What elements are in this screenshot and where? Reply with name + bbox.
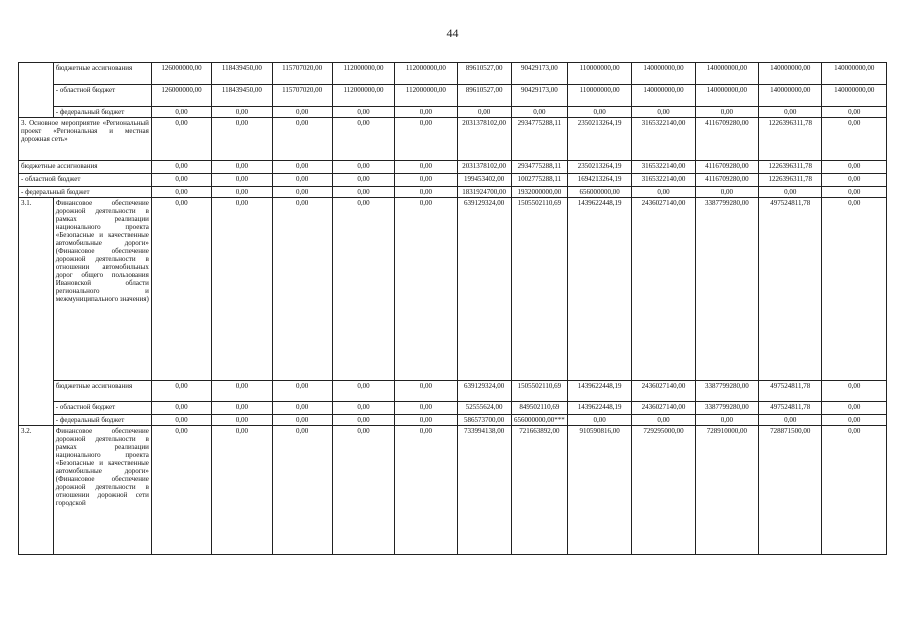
value-cell: 0,00 bbox=[395, 118, 457, 161]
row-name-cell: Финансовое обеспечение дорожной деятельности в рамках реализации национального проекта «Безопасные и качественные автомобильные дороги» (Финансовое обеспечение дорожной деятельности в отношении автомобильных дорог общего пользования Ивановской области регионального и межмуниципального значения) bbox=[53, 198, 151, 381]
row-name-cell: - федеральный бюджет bbox=[53, 107, 151, 118]
value-cell: 0,00 bbox=[695, 187, 758, 198]
value-cell: 0,00 bbox=[272, 402, 332, 415]
value-cell: 0,00 bbox=[272, 174, 332, 187]
table-row bbox=[19, 118, 887, 161]
value-cell: 140000000,00 bbox=[822, 63, 887, 85]
value-cell: 0,00 bbox=[395, 187, 457, 198]
value-cell: 0,00 bbox=[151, 107, 211, 118]
table-row bbox=[19, 381, 887, 402]
value-cell: 586573700,00 bbox=[457, 415, 511, 426]
value-cell: 0,00 bbox=[272, 381, 332, 402]
value-cell: 0,00 bbox=[151, 161, 211, 174]
value-cell: 0,00 bbox=[822, 174, 887, 187]
value-cell: 0,00 bbox=[332, 198, 394, 381]
value-cell: 0,00 bbox=[151, 381, 211, 402]
value-cell: 1439622448,19 bbox=[567, 198, 631, 381]
value-cell: 4116709280,00 bbox=[695, 118, 758, 161]
value-cell: 0,00 bbox=[212, 415, 272, 426]
value-cell: 0,00 bbox=[395, 402, 457, 415]
value-cell: 0,00 bbox=[151, 187, 211, 198]
value-cell: 0,00 bbox=[332, 402, 394, 415]
value-cell: 0,00 bbox=[695, 107, 758, 118]
value-cell: 3165322140,00 bbox=[632, 161, 695, 174]
value-cell: 0,00 bbox=[822, 381, 887, 402]
value-cell: 0,00 bbox=[822, 415, 887, 426]
row-name-cell: бюджетные ассигнования bbox=[53, 381, 151, 402]
value-cell: 497524811,78 bbox=[759, 381, 822, 402]
value-cell: 0,00 bbox=[272, 161, 332, 174]
page-number: 44 bbox=[446, 26, 459, 40]
value-cell: 0,00 bbox=[632, 415, 695, 426]
value-cell: 2436027140,00 bbox=[632, 402, 695, 415]
row-name-cell: - федеральный бюджет bbox=[53, 415, 151, 426]
value-cell: 0,00 bbox=[395, 174, 457, 187]
value-cell: 110000000,00 bbox=[567, 85, 631, 107]
value-cell: 0,00 bbox=[212, 107, 272, 118]
value-cell: 4116709280,00 bbox=[695, 161, 758, 174]
value-cell: 656000000,00 bbox=[567, 187, 631, 198]
value-cell: 0,00 bbox=[272, 415, 332, 426]
value-cell: 0,00 bbox=[332, 187, 394, 198]
value-cell: 0,00 bbox=[272, 107, 332, 118]
value-cell: 0,00 bbox=[332, 174, 394, 187]
value-cell: 0,00 bbox=[395, 381, 457, 402]
code-cell: 3.2. bbox=[19, 426, 54, 555]
row-name-cell: 3. Основное мероприятие «Региональный проект «Региональная и местная дорожная сеть» bbox=[19, 118, 152, 161]
value-cell: 2031378102,00 bbox=[457, 118, 511, 161]
value-cell: 89610527,00 bbox=[457, 63, 511, 85]
value-cell: 0,00 bbox=[395, 107, 457, 118]
value-cell: 3387799280,00 bbox=[695, 198, 758, 381]
value-cell: 0,00 bbox=[632, 107, 695, 118]
value-cell: 639129324,00 bbox=[457, 198, 511, 381]
value-cell: 849502110,69 bbox=[511, 402, 567, 415]
value-cell: 2934775288,11 bbox=[511, 118, 567, 161]
row-name-cell: - областной бюджет bbox=[53, 402, 151, 415]
value-cell: 2436027140,00 bbox=[632, 198, 695, 381]
value-cell: 0,00 bbox=[151, 415, 211, 426]
value-cell: 1505502110,69 bbox=[511, 198, 567, 381]
value-cell: 0,00 bbox=[395, 161, 457, 174]
value-cell: 656000000,00*** bbox=[511, 415, 567, 426]
value-cell: 3165322140,00 bbox=[632, 118, 695, 161]
code-cell: 3.1. bbox=[19, 198, 54, 426]
value-cell: 140000000,00 bbox=[822, 85, 887, 107]
value-cell: 733994138,00 bbox=[457, 426, 511, 555]
value-cell: 0,00 bbox=[151, 198, 211, 381]
value-cell: 90429173,00 bbox=[511, 63, 567, 85]
value-cell: 3165322140,00 bbox=[632, 174, 695, 187]
row-name-cell: Финансовое обеспечение дорожной деятельности в рамках реализации национального проекта «Безопасные и качественные автомобильные дороги» (Финансовое обеспечение дорожной деятельности в отношении дорожной сети городской bbox=[53, 426, 151, 555]
code-cell-empty bbox=[19, 63, 54, 118]
value-cell: 1226396311,78 bbox=[759, 174, 822, 187]
value-cell: 0,00 bbox=[395, 198, 457, 381]
value-cell: 0,00 bbox=[567, 107, 631, 118]
table-row bbox=[19, 161, 887, 174]
value-cell: 115707020,00 bbox=[272, 85, 332, 107]
value-cell: 0,00 bbox=[212, 381, 272, 402]
value-cell: 0,00 bbox=[212, 402, 272, 415]
value-cell: 728871500,00 bbox=[759, 426, 822, 555]
value-cell: 0,00 bbox=[822, 161, 887, 174]
value-cell: 1694213264,19 bbox=[567, 174, 631, 187]
value-cell: 90429173,00 bbox=[511, 85, 567, 107]
value-cell: 112000000,00 bbox=[395, 85, 457, 107]
value-cell: 497524811,78 bbox=[759, 198, 822, 381]
table-row bbox=[19, 198, 887, 381]
value-cell: 140000000,00 bbox=[632, 63, 695, 85]
value-cell: 140000000,00 bbox=[632, 85, 695, 107]
table-row bbox=[19, 174, 887, 187]
value-cell: 0,00 bbox=[272, 187, 332, 198]
value-cell: 0,00 bbox=[212, 198, 272, 381]
value-cell: 0,00 bbox=[695, 415, 758, 426]
value-cell: 0,00 bbox=[272, 118, 332, 161]
value-cell: 1831924700,00 bbox=[457, 187, 511, 198]
value-cell: 0,00 bbox=[567, 415, 631, 426]
value-cell: 0,00 bbox=[457, 107, 511, 118]
budget-table bbox=[18, 62, 887, 555]
value-cell: 0,00 bbox=[511, 107, 567, 118]
table-row bbox=[19, 63, 887, 85]
value-cell: 1505502110,69 bbox=[511, 381, 567, 402]
value-cell: 115707020,00 bbox=[272, 63, 332, 85]
table-row bbox=[19, 415, 887, 426]
value-cell: 118439450,00 bbox=[212, 63, 272, 85]
row-name-cell: - федеральный бюджет bbox=[19, 187, 152, 198]
value-cell: 0,00 bbox=[332, 161, 394, 174]
value-cell: 140000000,00 bbox=[695, 85, 758, 107]
value-cell: 0,00 bbox=[822, 426, 887, 555]
value-cell: 0,00 bbox=[272, 426, 332, 555]
value-cell: 639129324,00 bbox=[457, 381, 511, 402]
value-cell: 140000000,00 bbox=[759, 85, 822, 107]
value-cell: 199453402,00 bbox=[457, 174, 511, 187]
value-cell: 2031378102,00 bbox=[457, 161, 511, 174]
table-row bbox=[19, 402, 887, 415]
row-name-cell: бюджетные ассигнования bbox=[53, 63, 151, 85]
value-cell: 112000000,00 bbox=[395, 63, 457, 85]
value-cell: 1226396311,78 bbox=[759, 118, 822, 161]
value-cell: 0,00 bbox=[395, 426, 457, 555]
value-cell: 0,00 bbox=[759, 107, 822, 118]
value-cell: 0,00 bbox=[632, 187, 695, 198]
value-cell: 0,00 bbox=[822, 402, 887, 415]
value-cell: 0,00 bbox=[212, 174, 272, 187]
value-cell: 721663892,00 bbox=[511, 426, 567, 555]
value-cell: 140000000,00 bbox=[759, 63, 822, 85]
value-cell: 0,00 bbox=[332, 415, 394, 426]
value-cell: 0,00 bbox=[332, 426, 394, 555]
value-cell: 0,00 bbox=[822, 187, 887, 198]
value-cell: 0,00 bbox=[332, 381, 394, 402]
value-cell: 0,00 bbox=[759, 415, 822, 426]
value-cell: 0,00 bbox=[151, 426, 211, 555]
value-cell: 0,00 bbox=[332, 107, 394, 118]
value-cell: 910590816,00 bbox=[567, 426, 631, 555]
value-cell: 3387799280,00 bbox=[695, 381, 758, 402]
row-name-cell: бюджетные ассигнования bbox=[19, 161, 152, 174]
value-cell: 0,00 bbox=[759, 187, 822, 198]
value-cell: 140000000,00 bbox=[695, 63, 758, 85]
value-cell: 1439622448,19 bbox=[567, 381, 631, 402]
table-row bbox=[19, 426, 887, 555]
value-cell: 1002775288,11 bbox=[511, 174, 567, 187]
table-row bbox=[19, 85, 887, 107]
table-row bbox=[19, 187, 887, 198]
value-cell: 4116709280,00 bbox=[695, 174, 758, 187]
value-cell: 0,00 bbox=[212, 118, 272, 161]
value-cell: 0,00 bbox=[212, 187, 272, 198]
value-cell: 3387799280,00 bbox=[695, 402, 758, 415]
row-name-cell: - областной бюджет bbox=[53, 85, 151, 107]
value-cell: 110000000,00 bbox=[567, 63, 631, 85]
value-cell: 0,00 bbox=[822, 198, 887, 381]
table-body bbox=[19, 63, 887, 555]
value-cell: 0,00 bbox=[151, 174, 211, 187]
value-cell: 1932000000,00 bbox=[511, 187, 567, 198]
value-cell: 729295000,00 bbox=[632, 426, 695, 555]
value-cell: 52555624,00 bbox=[457, 402, 511, 415]
value-cell: 2350213264,19 bbox=[567, 118, 631, 161]
row-name-cell: - областной бюджет bbox=[19, 174, 152, 187]
value-cell: 2934775288,11 bbox=[511, 161, 567, 174]
value-cell: 1439622448,19 bbox=[567, 402, 631, 415]
value-cell: 0,00 bbox=[395, 415, 457, 426]
value-cell: 126000000,00 bbox=[151, 63, 211, 85]
value-cell: 118439450,00 bbox=[212, 85, 272, 107]
value-cell: 0,00 bbox=[822, 107, 887, 118]
value-cell: 728910000,00 bbox=[695, 426, 758, 555]
value-cell: 2350213264,19 bbox=[567, 161, 631, 174]
value-cell: 0,00 bbox=[212, 161, 272, 174]
value-cell: 112000000,00 bbox=[332, 63, 394, 85]
value-cell: 0,00 bbox=[212, 426, 272, 555]
table-row bbox=[19, 107, 887, 118]
value-cell: 0,00 bbox=[151, 402, 211, 415]
value-cell: 1226396311,78 bbox=[759, 161, 822, 174]
value-cell: 89610527,00 bbox=[457, 85, 511, 107]
value-cell: 112000000,00 bbox=[332, 85, 394, 107]
value-cell: 0,00 bbox=[822, 118, 887, 161]
value-cell: 126000000,00 bbox=[151, 85, 211, 107]
value-cell: 497524811,78 bbox=[759, 402, 822, 415]
value-cell: 0,00 bbox=[332, 118, 394, 161]
value-cell: 0,00 bbox=[151, 118, 211, 161]
value-cell: 2436027140,00 bbox=[632, 381, 695, 402]
value-cell: 0,00 bbox=[272, 198, 332, 381]
